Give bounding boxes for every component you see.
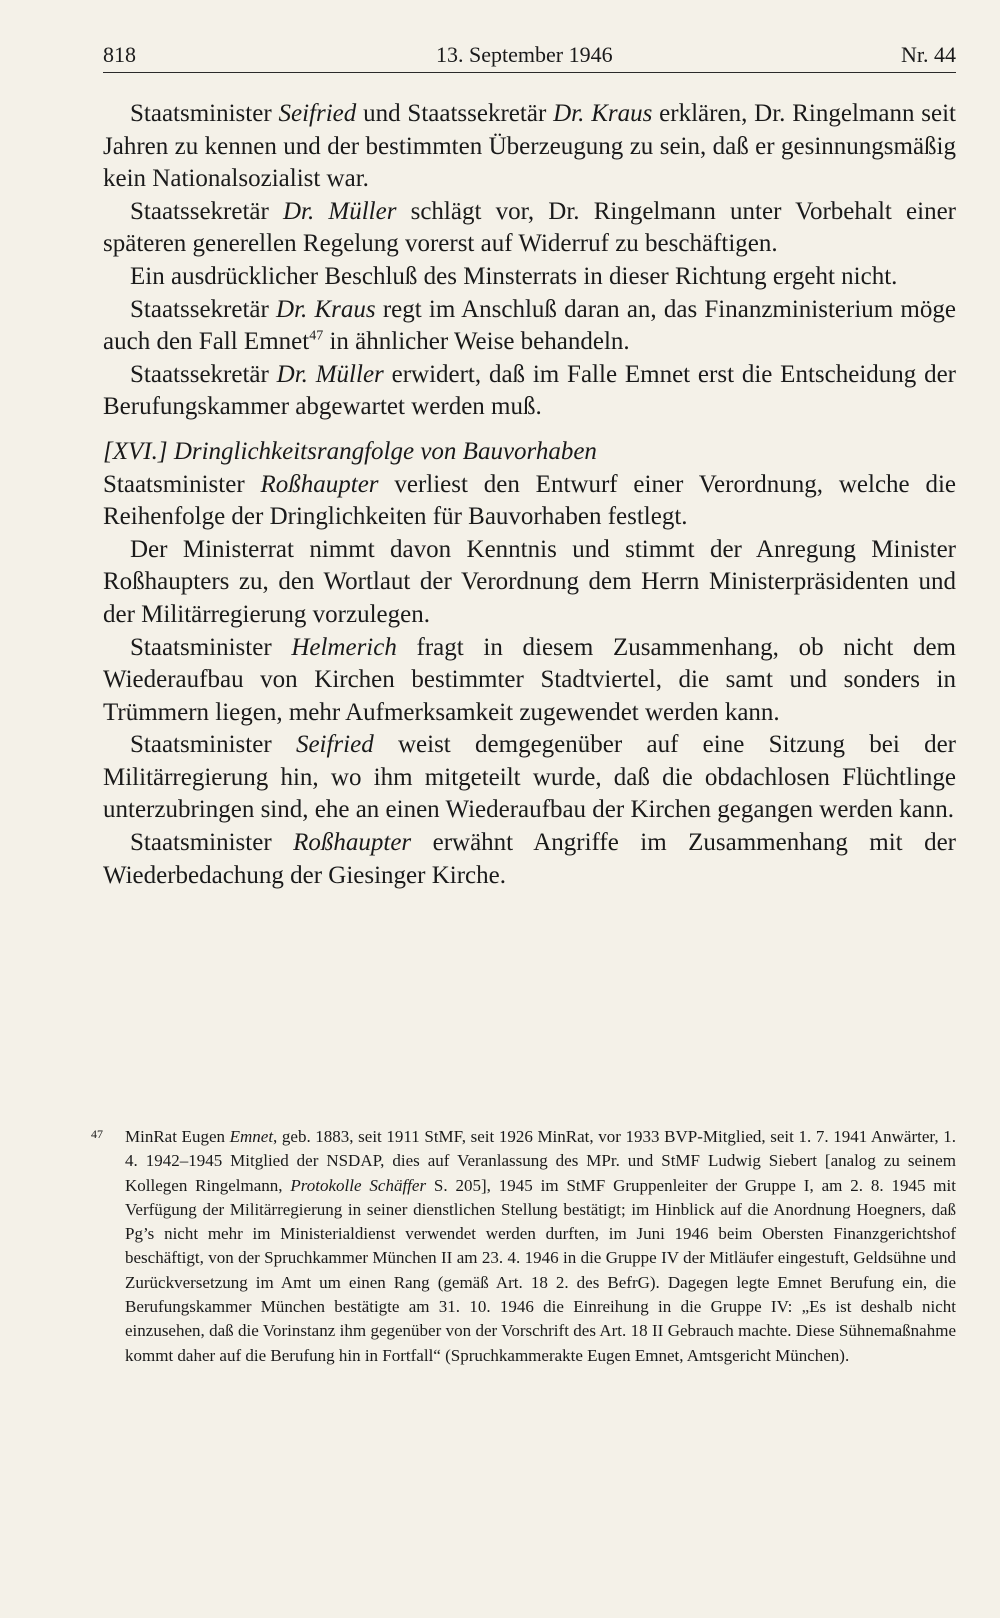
footnote-ref: 47 [309,328,324,344]
person-name: Roßhaupter [260,470,379,498]
paragraph: Staatssekretär Dr. Müller erwidert, daß im Falle Emnet erst die Entscheidung der Berufungskammer abgewartet werden muß. [103,360,956,421]
section-number: [XVI.] [103,437,168,465]
person-name: Dr. Kraus [276,295,376,323]
person-name: Seifried [295,731,374,759]
paragraph: Staatsminister Helmerich fragt in diesem Zusammenhang, ob nicht dem Wiederaufbau von Kirchen bestimmter Stadtviertel, die samt und sonders in Trümmern liegen, mehr Aufmerksamkeit zugewendet werden kann. [103,633,956,726]
person-name: Helmerich [291,633,397,661]
paragraph: Staatsminister Roßhaupter erwähnt Angriffe im Zusammenhang mit der Wiederbedachung der Giesinger Kirche. [103,829,956,889]
header-date: 13. September 1946 [436,42,613,67]
paragraph: Staatssekretär Dr. Kraus regt im Anschluß daran an, das Finanzministerium möge auch den Fall Emnet$^{47}$ in ähnlicher Weise behandeln. [103,295,956,356]
main-text [103,98,956,892]
person-name: Roßhaupter [293,829,412,857]
page-number: 818 [103,42,136,67]
person-name: Dr. Müller [282,197,397,225]
section-title: Dringlichkeitsrangfolge von Bauvorhaben [173,437,597,465]
paragraph: Staatsminister Roßhaupter verliest den Entwurf einer Verordnung, welche die Reihenfolge der Dringlichkeiten für Bauvorhaben festlegt. [103,470,956,531]
footnotes [91,1125,956,1368]
issue-number: Nr. 44 [901,42,956,67]
paragraph: Staatssekretär Dr. Müller schlägt vor, Dr. Ringelmann unter Vorbehalt einer späteren generellen Regelung vorerst auf Widerruf zu beschäftigen. [103,197,956,258]
paragraph: Staatsminister Seifried und Staatssekretär Dr. Kraus erklären, Dr. Ringelmann seit Jahren zu kennen und der bestimmten Überzeugung zu sein, daß er gesinnungsmäßig kein Nationalsozialist war. [103,100,956,193]
section-heading [103,436,956,469]
paragraph: Staatsminister Seifried weist demgegenüber auf eine Sitzung bei der Militärregierung hin, wo ihm mitgeteilt wurde, daß die obdachlosen Flüchtlinge unterzubringen sind, ehe an einen Wiederaufbau der Kirchen gegangen werden kann. [103,731,956,824]
person-name: Dr. Kraus [553,100,653,127]
paragraph: Der Ministerrat nimmt davon Kenntnis und stimmt der Anregung Minister Roßhaupters zu, den Wortlaut der Verordnung dem Herrn Ministerpräsidenten und der Militärregierung vorzulegen. [103,535,956,628]
person-name: Seifried [278,100,357,127]
footnote-number: 47 [91,1127,103,1141]
person-name: Dr. Müller [276,360,384,388]
page-header [103,38,956,73]
paragraph: Ein ausdrücklicher Beschluß des Minsterrats in dieser Richtung ergeht nicht. [130,262,898,290]
footnote: 47 MinRat Eugen Emnet, geb. 1883, seit 1911 StMF, seit 1926 MinRat, vor 1933 BVP-Mitglied, seit 1. 7. 1941 Anwärter, 1. 4. 1942–1945 Mitglied der NSDAP, dies auf Veranlassung des MPr. und StMF Ludwig Siebert [analog zu seinem Kollegen Ringelmann, Protokolle Schäffer S. 205], 1945 im StMF Gruppenleiter der Gruppe I, am 2. 8. 1945 mit Verfügung der Militärregierung in seiner dienstlichen Stellung bestätigt; im Hinblick auf die Anordnung Hoegners, daß Pg’s nicht mehr im Ministerialdienst verwendet werden durften, im Juni 1946 beim Obersten Finanzgerichtshof beschäftigt, von der Spruchkammer München II am 23. 4. 1946 in die Gruppe IV der Mitläufer eingestuft, Geldsühne und Zurückversetzung im Amt um einen Rang (gemäß Art. 18 2. des BefrG). Dagegen legte Emnet Berufung ein, die Berufungskammer München bestätigte am 31. 10. 1946 die Einreihung in die Gruppe IV: „Es ist deshalb nicht einzusehen, daß die Vorinstanz ihm gegenüber von der Vorschrift des Art. 18 II Gebrauch machte. Diese Sühnemaßnahme kommt daher auf die Berufung hin in Fortfall“ (Spruchkammerakte Eugen Emnet, Amtsgericht München). [103,1125,956,1368]
